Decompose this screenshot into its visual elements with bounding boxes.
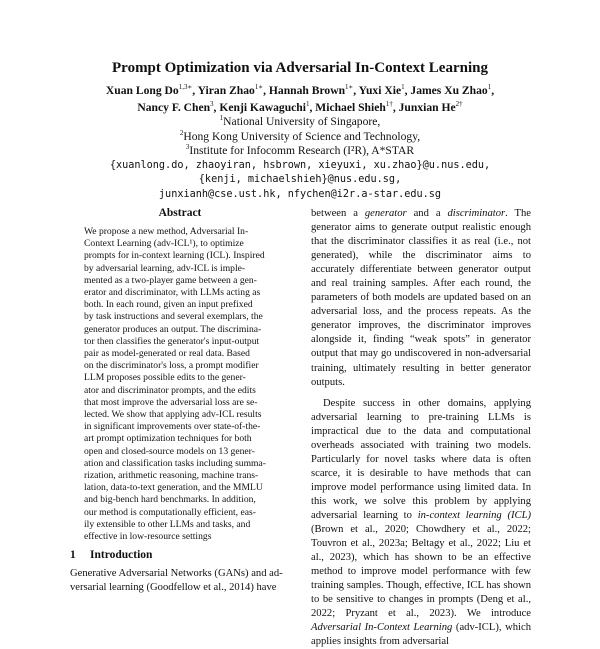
paragraph: between a generator and a discriminator. The generator aims to generate output realistic enough that the discriminator classifies it as real (i.e., not generated), while the discriminator aims to accurately differentiate between generator output and real training samples. After each round, the parameters of both models are updated based on an adversarial loss, and the process repeats. As the generator improves, the discriminator improves alongside it, finding “weak spots” in generator output that may go undiscovered in non-adversarial training, ultimately resulting in better generator outputs. [311, 208, 531, 388]
abstract-line: open and closed-source models on 13 gener- [84, 445, 255, 457]
abstract-line: and big-bench hard benchmarks. In addition, [84, 494, 256, 506]
abstract-line: both. In each round, given an input prefixed [84, 299, 253, 311]
author: Kenji Kawaguchi$^1$ [219, 100, 310, 114]
abstract-line: effective in low-resource settings [84, 531, 212, 543]
abstract-line: generator produces an output. The discrimina- [84, 323, 262, 335]
abstract-line: art prompt optimization techniques for both [84, 433, 252, 445]
abstract-line: that most improve the adversarial loss are se- [84, 396, 258, 408]
author: Yiran Zhao$^{1∗}$ [197, 83, 264, 97]
section-title: Introduction [90, 549, 153, 561]
abstract-heading: Abstract [158, 207, 202, 219]
abstract-line: on the discriminator's loss, a prompt modifier [84, 360, 259, 372]
abstract-line: by adversarial learning, adv-ICL is imple- [84, 262, 246, 274]
email-line: {kenji, michaelshieh}@nus.edu.sg, [198, 174, 402, 185]
introduction-text-left [70, 567, 292, 595]
abstract-line: ily extensible to other LLMs and tasks, and [84, 518, 251, 530]
email-line: junxianh@cse.ust.hk, nfychen@i2r.a-star.edu.sg [158, 188, 442, 200]
text-line: Generative Adversarial Networks (GANs) and ad- [70, 568, 283, 579]
abstract-line: Context Learning (adv-ICL¹), to optimize [84, 238, 244, 250]
abstract-line: rization, arithmetic reasoning, machine trans- [84, 470, 259, 482]
abstract-line: LLM proposes possible edits to the gener- [84, 372, 246, 384]
abstract-line: prompts for in-context learning (ICL). Inspired [84, 250, 265, 262]
abstract-line: ation and classification tasks including summa- [84, 457, 266, 469]
author: Xuan Long $Do^{1,3∗}$ [105, 83, 193, 97]
introduction-text-right [311, 207, 531, 649]
abstract-line: lation, data-to-text generation, and the MMLU [84, 482, 263, 494]
email-line: {xuanlong.do, zhaoyiran, hsbrown, xieyuxi, xu.zhao}@u.nus.edu, [109, 159, 491, 171]
abstract-text [84, 226, 278, 543]
abstract-line: our method is computationally efficient, eas- [84, 506, 256, 518]
section-number: 1 [70, 549, 76, 561]
paper-title: Prompt Optimization via Adversarial In-Context Learning [112, 60, 488, 76]
abstract-line: pair as model-generated or real data. Based [84, 348, 250, 360]
affiliation: $^3$Institute for Infocomm Research (I²R), A*STAR [185, 143, 415, 157]
paragraph: Despite success in other domains, applying adversarial learning to pre-training LLMs is impractical due to the data and computational overheads associated with training two models. Particularly for novel tasks where data is often scarce, it is desirable to have methods that can improve model performance using limited data. In this work, we solve this problem by applying adversarial learning to in-context learning (ICL) (Brown et al., 2020; Chowdhery et al., 2022; Touvron et al., 2023a; Beltagy et al., 2022; Liu et al., 2023), which has shown to be an effective method to improve model performance with few training samples. Though, effective, ICL has shown to be sensitive to changes in prompts (Deng et al., 2022; Pryzant et al., 2023). We introduce Adversarial In-Context Learning (adv-ICL), which applies insights from adversarial [311, 397, 531, 648]
author: Nancy F. Chen$^3$ [137, 100, 214, 114]
abstract-line: mented as a two-player game between a gen- [84, 274, 257, 286]
abstract-line: by task instructions and several exemplars, the [84, 311, 263, 323]
author-line-2: Nancy F. Chen$^3$, Kenji Kawaguchi$^1$, Michael Shieh$^{1\dagger}$, Junxian $He^{2\dagger}$ [137, 100, 463, 114]
abstract-line: ator and discriminator prompts, and the edits [84, 384, 256, 396]
text-line: versarial learning (Goodfellow et al., 2014) have [70, 582, 277, 593]
author: Hannah Brown$^{1∗}$ [268, 83, 354, 97]
abstract-line: tor then classifies the generator's input-output [84, 335, 260, 347]
affiliation: $^2$Hong Kong University of Science and Technology, [179, 128, 421, 143]
abstract-line: lected. We show that applying adv-ICL results [84, 409, 262, 421]
abstract-line: in significant improvements over state-of-the- [84, 421, 261, 433]
author: Junxian $He^{2\dagger}$ [398, 100, 463, 114]
author: James Xu Zhao$^1$ [410, 83, 492, 97]
abstract-line: We propose a new method, Adversarial In- [84, 226, 249, 237]
abstract-line: erator and discriminator, with LLMs acting as [84, 287, 261, 299]
author: Michael Shieh$^{1\dagger}$ [315, 100, 393, 114]
section-heading-introduction [70, 549, 300, 561]
affiliation: $^1$National University of Singapore, [219, 114, 381, 128]
author-line-1: Xuan Long $Do^{1,3∗}$, Yiran Zhao$^{1∗}$, Hannah Brown$^{1∗}$, Yuxi Xie$^1$, James Xu Zhao$^1$, [105, 83, 495, 97]
author: Yuxi Xie$^1$ [358, 83, 405, 97]
